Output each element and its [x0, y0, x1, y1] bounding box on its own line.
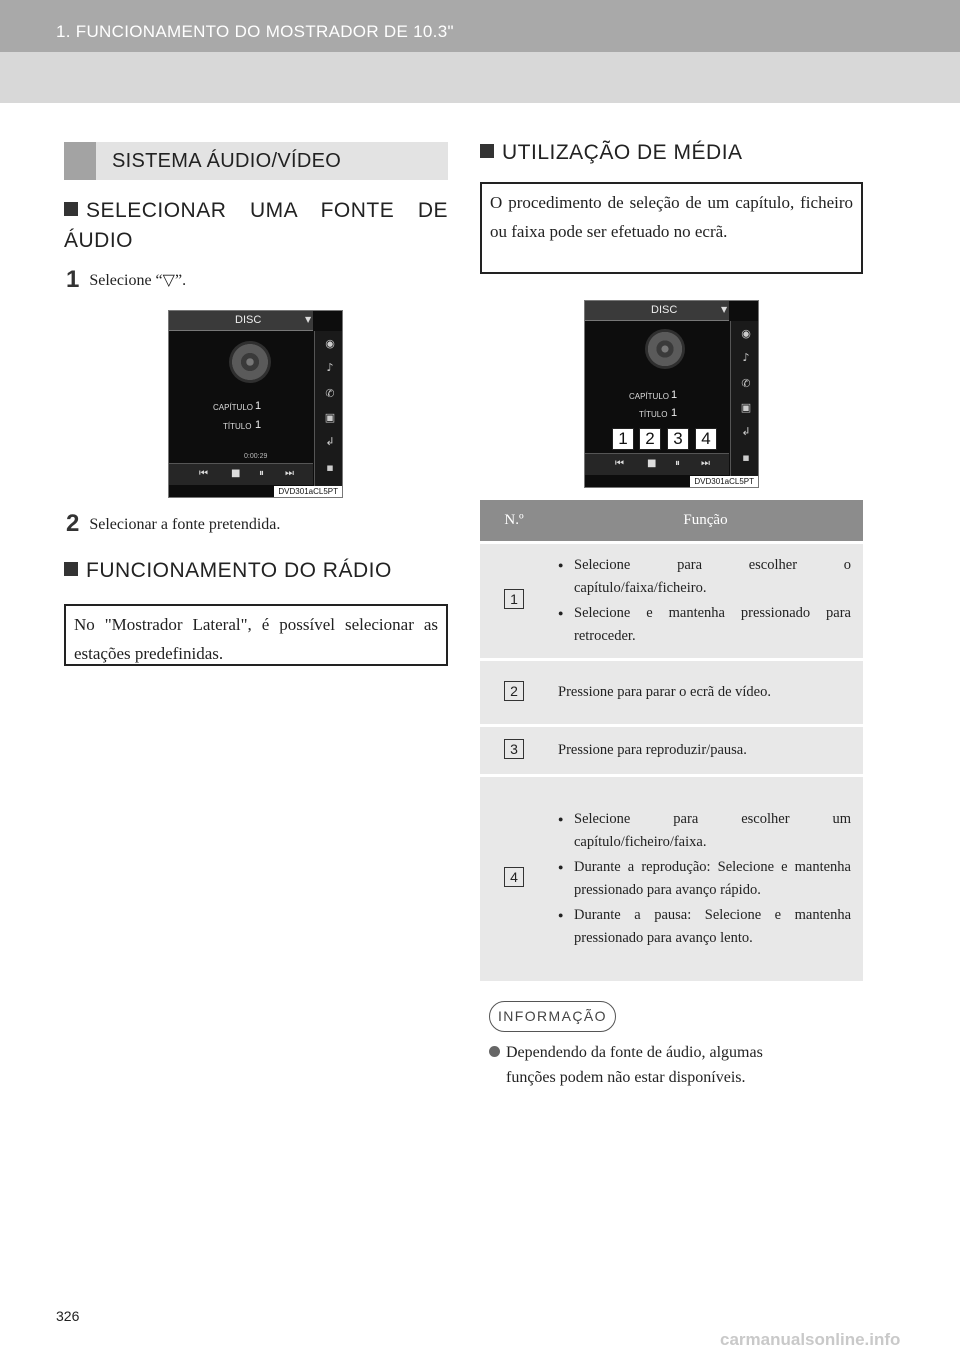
playback-time: 0:00:29: [244, 453, 268, 460]
radio-note-box: No "Mostrador Lateral", é possível selecionar as estações predefinidas.: [64, 604, 448, 666]
heading-square-icon: [64, 202, 78, 216]
media-note-box: O procedimento de seleção de um capítulo, ficheiro ou faixa pode ser efetuado no ecrã.: [480, 182, 863, 274]
section-title: SISTEMA ÁUDIO/VÍDEO: [112, 150, 342, 172]
table-row: [480, 725, 863, 775]
phone-icon: ✆: [325, 387, 335, 400]
heading-square-icon: [480, 144, 494, 158]
title-value: 1: [255, 419, 262, 431]
row-number-cell: [480, 542, 548, 659]
heading-select-source-text: SELECIONAR UMA FONTE DE ÁUDIO: [64, 199, 448, 252]
next-icon[interactable]: ⏭: [701, 458, 710, 469]
chevron-down-icon: ▼: [721, 305, 728, 314]
music-icon: ♪: [742, 351, 750, 364]
info-label: INFORMAÇÃO: [489, 1001, 616, 1032]
screen-sidebar: [314, 331, 343, 497]
section-title-box: [64, 142, 448, 180]
stop-icon[interactable]: ■: [647, 458, 657, 469]
screen-image-left: [168, 310, 343, 498]
image-icon: ▣: [324, 411, 336, 424]
callout-3: 3: [667, 428, 689, 450]
route-icon: ↲: [741, 425, 751, 438]
screen-icon: ▪: [326, 461, 334, 474]
row-function-cell: [548, 775, 863, 981]
row-function-cell: Pressione para parar o ecrã de vídeo.: [548, 659, 863, 725]
list-item: ● Durante a reprodução: Selecione e mantenha pressionado para avanço rápido.: [558, 856, 851, 902]
previous-icon[interactable]: ⏮: [199, 468, 208, 479]
chapter-label: CAPÍTULO: [213, 403, 254, 412]
info-text-line-1: Dependendo da fonte de áudio, algumas: [506, 1044, 763, 1061]
heading-media-text: UTILIZAÇÃO DE MÉDIA: [502, 141, 743, 164]
bullet-icon: [489, 1046, 500, 1057]
row-number-cell: [480, 725, 548, 775]
row-function-cell: Pressione para reproduzir/pausa.: [548, 725, 863, 775]
next-icon[interactable]: ⏭: [285, 468, 294, 479]
pause-icon[interactable]: ⏸: [675, 458, 680, 469]
info-text-line-2: funções podem não estar disponíveis.: [506, 1069, 746, 1086]
screen-image-right: [584, 300, 759, 488]
title-label: TÍTULO: [223, 422, 252, 431]
col-header-function: Função: [548, 500, 863, 542]
row-number: 2: [504, 681, 524, 701]
disc-art-icon: [645, 329, 685, 369]
step-1-number: 1: [66, 266, 80, 293]
row-function-cell: [548, 542, 863, 659]
screen-icon: ▪: [742, 451, 750, 464]
controls-row: [169, 463, 313, 485]
row-number: 4: [504, 867, 524, 887]
step-2: [66, 510, 280, 538]
step-2-number: 2: [66, 510, 80, 537]
chapter-title: 1. FUNCIONAMENTO DO MOSTRADOR DE 10.3": [56, 22, 454, 41]
info-text: [489, 1040, 863, 1090]
col-header-no: N.º: [480, 500, 548, 542]
table-header-row: [480, 500, 863, 542]
list-item: ● Selecione para escolher o capítulo/faixa/ficheiro.: [558, 554, 851, 600]
chapter-value: 1: [671, 389, 678, 401]
function-table: [480, 500, 863, 981]
row-number-cell: [480, 775, 548, 981]
heading-square-icon: [64, 562, 78, 576]
heading-radio-text: FUNCIONAMENTO DO RÁDIO: [86, 559, 392, 582]
phone-icon: ✆: [741, 377, 751, 390]
heading-select-source: [64, 196, 448, 256]
callout-1: 1: [612, 428, 634, 450]
previous-icon[interactable]: ⏮: [615, 458, 624, 469]
disc-icon: ◉: [325, 337, 335, 350]
step-2-text: Selecionar a fonte pretendida.: [89, 516, 281, 533]
chevron-down-icon: ▼: [305, 315, 312, 324]
watermark-text: carmanualsonline.info: [720, 1330, 901, 1349]
row-number-cell: [480, 659, 548, 725]
image-code: DVD301aCL5PT: [274, 486, 342, 497]
list-item: ● Durante a pausa: Selecione e mantenha pressionado para avanço lento.: [558, 904, 851, 950]
music-icon: ♪: [326, 361, 334, 374]
row-number: 3: [504, 739, 524, 759]
route-icon: ↲: [325, 435, 335, 448]
controls-row: [585, 453, 729, 475]
list-item: ● Selecione e mantenha pressionado para retroceder.: [558, 602, 851, 648]
heading-radio: [64, 556, 392, 586]
image-icon: ▣: [740, 401, 752, 414]
disc-icon: ◉: [741, 327, 751, 340]
title-value: 1: [671, 407, 678, 419]
image-code: DVD301aCL5PT: [690, 476, 758, 487]
list-item: ● Selecione para escolher um capítulo/ficheiro/faixa.: [558, 808, 851, 854]
disc-art-icon: [229, 341, 271, 383]
stop-icon[interactable]: ■: [231, 468, 241, 479]
table-row: [480, 542, 863, 659]
screen-disc-label: DISC: [651, 304, 678, 316]
heading-media: [480, 138, 743, 168]
pause-icon[interactable]: ⏸: [259, 468, 264, 479]
step-1: [66, 266, 186, 294]
screen-sidebar: [730, 321, 759, 487]
row-number: 1: [504, 589, 524, 609]
callout-4: 4: [695, 428, 717, 450]
section-marker: [64, 142, 96, 180]
step-1-text: Selecione “▽”.: [89, 272, 187, 289]
chapter-label: CAPÍTULO: [629, 392, 670, 401]
table-row: [480, 659, 863, 725]
screen-disc-label: DISC: [235, 314, 262, 326]
table-row: [480, 775, 863, 981]
callout-2: 2: [639, 428, 661, 450]
page-number: 326: [56, 1308, 80, 1324]
chapter-value: 1: [255, 400, 262, 412]
title-label: TÍTULO: [639, 410, 668, 419]
